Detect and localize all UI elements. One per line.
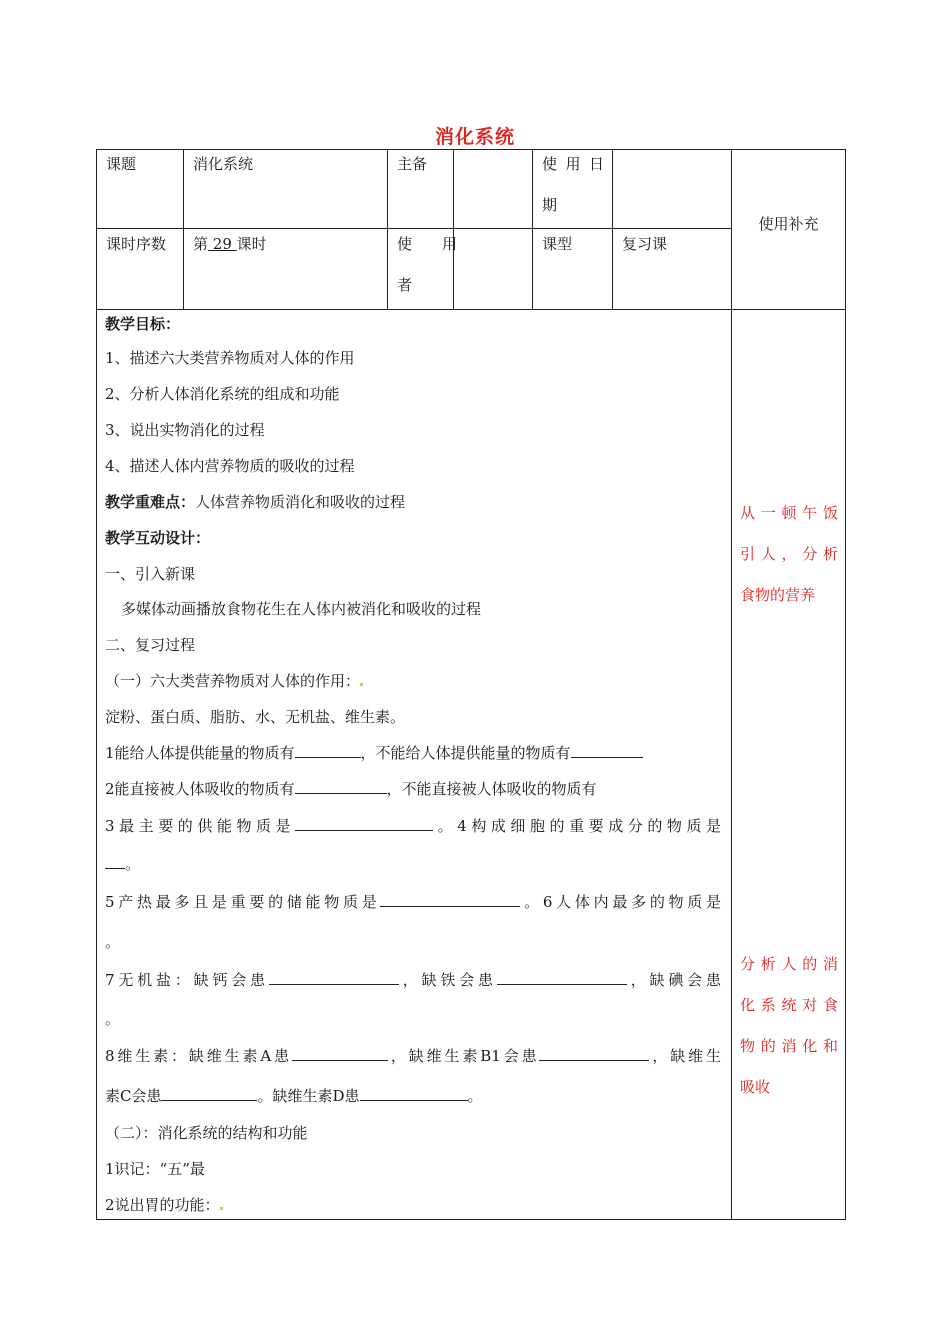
intro-heading: 一、引入新课 [105,565,196,583]
item-1: 1识记：“五”最 [105,1160,205,1178]
answer-blank[interactable] [269,970,399,985]
keypoint-label: 教学重难点： [105,493,196,511]
label-period: 课时序数 [106,235,167,253]
part1-heading: （一）六大类营养物质对人体的作用： [105,671,363,691]
mark-dot [220,1207,223,1210]
label-date-line2: 期 [542,196,558,214]
answer-blank[interactable] [539,1046,649,1061]
part2-heading: （二）：消化系统的结构和功能 [105,1124,308,1142]
label-date-line1: 使 用 日 [542,155,604,173]
objective-1: 1、描述六大类营养物质对人体的作用 [105,349,355,367]
answer-blank[interactable] [105,854,125,869]
label-type: 课型 [542,235,573,253]
nutrient-list: 淀粉、蛋白质、脂肪、水、无机盐、维生素。 [105,708,406,726]
objective-3: 3、说出实物消化的过程 [105,421,265,439]
objectives-heading: 教学目标： [105,315,181,333]
label-user-line1: 使 用 [397,235,458,253]
answer-blank[interactable] [295,816,433,831]
label-preparer: 主备 [397,155,428,173]
question-7-end: 。 [105,1010,121,1028]
side-note-intro: 从一顿午饭 引人，分析 食物的营养 [740,504,838,604]
design-heading: 教学互动设计： [105,529,211,547]
period-suffix: 课时 [236,235,267,253]
question-5-6: 5产热最多且是重要的储能物质是 。6人体内最多的物质是 [105,893,721,911]
question-7: 7无机盐：缺钙会患 ，缺铁会患 ，缺碘会患 [105,971,721,989]
page-title: 消化系统 [434,126,515,148]
answer-blank[interactable] [292,1046,388,1061]
period-number: 29 [212,235,232,253]
mark-dot [360,683,363,686]
question-6-end: 。 [105,933,121,951]
question-3-4: 3最主要的供能物质是 。4构成细胞的重要成分的物质是 [105,817,721,835]
answer-blank[interactable] [497,970,627,985]
keypoint-row [105,492,405,512]
objective-2: 2、分析人体消化系统的组成和功能 [105,385,340,403]
question-8-cont: 素C会患 。缺维生素D患 。 [105,1087,483,1105]
label-user-line2: 者 [397,276,413,294]
question-8: 8维生素：缺维生素A患 ，缺维生素B1会患 ，缺维生 [105,1047,721,1065]
side-note-digestion: 分析人的消 化系统对食 物的消化和 吸收 [740,955,838,1096]
type-value: 复习课 [622,235,668,253]
question-2: 2能直接被人体吸收的物质有 ，不能直接被人体吸收的物质有 [105,780,597,798]
period-prefix: 第 [193,235,209,253]
answer-blank[interactable] [380,892,520,907]
answer-blank[interactable] [161,1086,257,1101]
objective-4: 4、描述人体内营养物质的吸收的过程 [105,457,355,475]
keypoint-text: 人体营养物质消化和吸收的过程 [195,493,406,511]
answer-blank[interactable] [295,743,361,758]
answer-blank[interactable] [571,743,643,758]
topic-value: 消化系统 [193,155,254,173]
label-topic: 课题 [106,155,137,173]
item-2: 2说出胃的功能： [105,1195,223,1215]
period-value [193,234,267,254]
answer-blank[interactable] [295,779,387,794]
supplement-header: 使用补充 [758,215,819,233]
intro-text: 多媒体动画播放食物花生在人体内被消化和吸收的过程 [121,600,482,618]
question-4-end: 。 [105,854,140,874]
review-heading: 二、复习过程 [105,636,196,654]
question-1: 1能给人体提供能量的物质有 ，不能给人体提供能量的物质有 [105,743,643,763]
answer-blank[interactable] [360,1086,468,1101]
